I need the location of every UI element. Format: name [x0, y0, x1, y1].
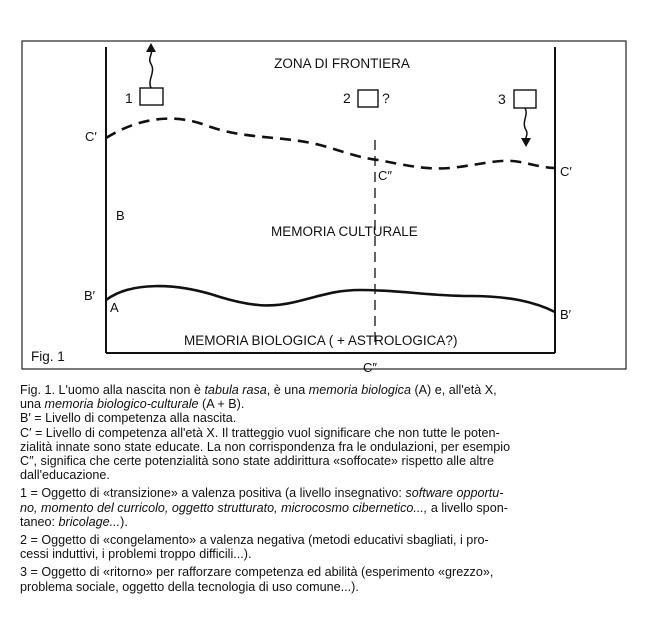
caption-text: una	[20, 397, 45, 412]
b-prime-left-label: B′	[84, 288, 96, 303]
frontier-zone-title: ZONA DI FRONTIERA	[274, 56, 410, 71]
caption-item-2	[20, 533, 628, 561]
c-prime-dashed-curve	[106, 119, 555, 169]
caption-text: 1 = Oggetto di «transizione» a valenza positiva (a livello insegnativo:	[20, 486, 406, 501]
b-prime-solid-curve	[106, 286, 555, 312]
c-double-top-label: C″	[378, 168, 392, 183]
caption-emphasis: bricolage...	[58, 514, 121, 529]
caption-text: 3 = Oggetto di «ritorno» per rafforzare competenza ed abilità (esperimento «grezzo»,	[20, 565, 494, 580]
caption-b-prime	[20, 411, 628, 425]
caption-text: zialità innate sono state educate. La non corrispondenza fra le ondulazioni, per esempio	[20, 439, 511, 454]
caption-text: a livello spon-	[427, 500, 508, 515]
c-prime-right-label: C′	[560, 164, 572, 179]
object-1-box	[140, 88, 163, 105]
caption-emphasis: software opportu-	[405, 486, 504, 501]
object-3-box	[514, 90, 536, 108]
fig-label: Fig. 1	[31, 349, 65, 364]
object-3-down-arrow	[524, 108, 527, 142]
object-1-up-arrow	[150, 47, 153, 88]
caption-text: (A) e, all'età X,	[410, 383, 497, 397]
object-3-arrowhead-icon	[521, 138, 531, 147]
a-label: A	[110, 300, 119, 315]
object-2-question-mark: ?	[382, 90, 390, 106]
caption-text: , è una	[266, 383, 309, 397]
caption-emphasis: no, momento del curricolo, oggetto strutturato, microcosmo cibernetico...,	[20, 500, 428, 515]
c-double-bottom-label: C″	[363, 360, 377, 375]
caption-text: Fig. 1. L'uomo alla nascita non è	[20, 383, 205, 397]
caption-text: ).	[120, 514, 128, 529]
caption-text: 2 = Oggetto di «congelamento» a valenza negativa (metodi educativi sbagliati, i pro-	[20, 533, 489, 548]
caption-text: taneo:	[20, 514, 59, 529]
figure-caption	[20, 383, 628, 594]
object-3-number: 3	[498, 91, 506, 107]
caption-intro	[20, 383, 628, 411]
b-prime-right-label: B′	[560, 307, 572, 322]
object-2-number: 2	[343, 90, 351, 106]
memoria-culturale-label: MEMORIA CULTURALE	[271, 224, 418, 239]
caption-emphasis: tabula rasa	[204, 383, 267, 397]
caption-text: C′ = Livello di competenza all'età X. Il tratteggio vuol significare che non tutte le poten-	[20, 425, 500, 440]
caption-text: problema sociale, oggetto della tecnologia di uso comune...).	[20, 579, 359, 594]
caption-text: cessi induttivi, i problemi troppo difficili...).	[20, 547, 252, 562]
object-1-number: 1	[125, 90, 133, 106]
caption-text: B′ = Livello di competenza alla nascita.	[20, 411, 237, 426]
object-2-box	[358, 90, 378, 107]
caption-text: (A + B).	[198, 397, 245, 412]
caption-c-prime	[20, 426, 628, 483]
caption-item-1	[20, 486, 628, 529]
c-prime-left-label: C′	[85, 129, 97, 144]
caption-item-3	[20, 565, 628, 593]
caption-emphasis: memoria biologico-culturale	[44, 397, 199, 412]
caption-text: C″, significa che certe potenzialità sono state addirittura «soffocate» rispetto alle altre	[20, 454, 494, 469]
caption-text: dall'educazione.	[20, 468, 110, 483]
b-label: B	[116, 208, 125, 223]
memoria-biologica-label: MEMORIA BIOLOGICA ( + ASTROLOGICA?)	[184, 333, 458, 348]
caption-emphasis: memoria biologica	[308, 383, 411, 397]
object-1-arrowhead-icon	[146, 43, 156, 52]
